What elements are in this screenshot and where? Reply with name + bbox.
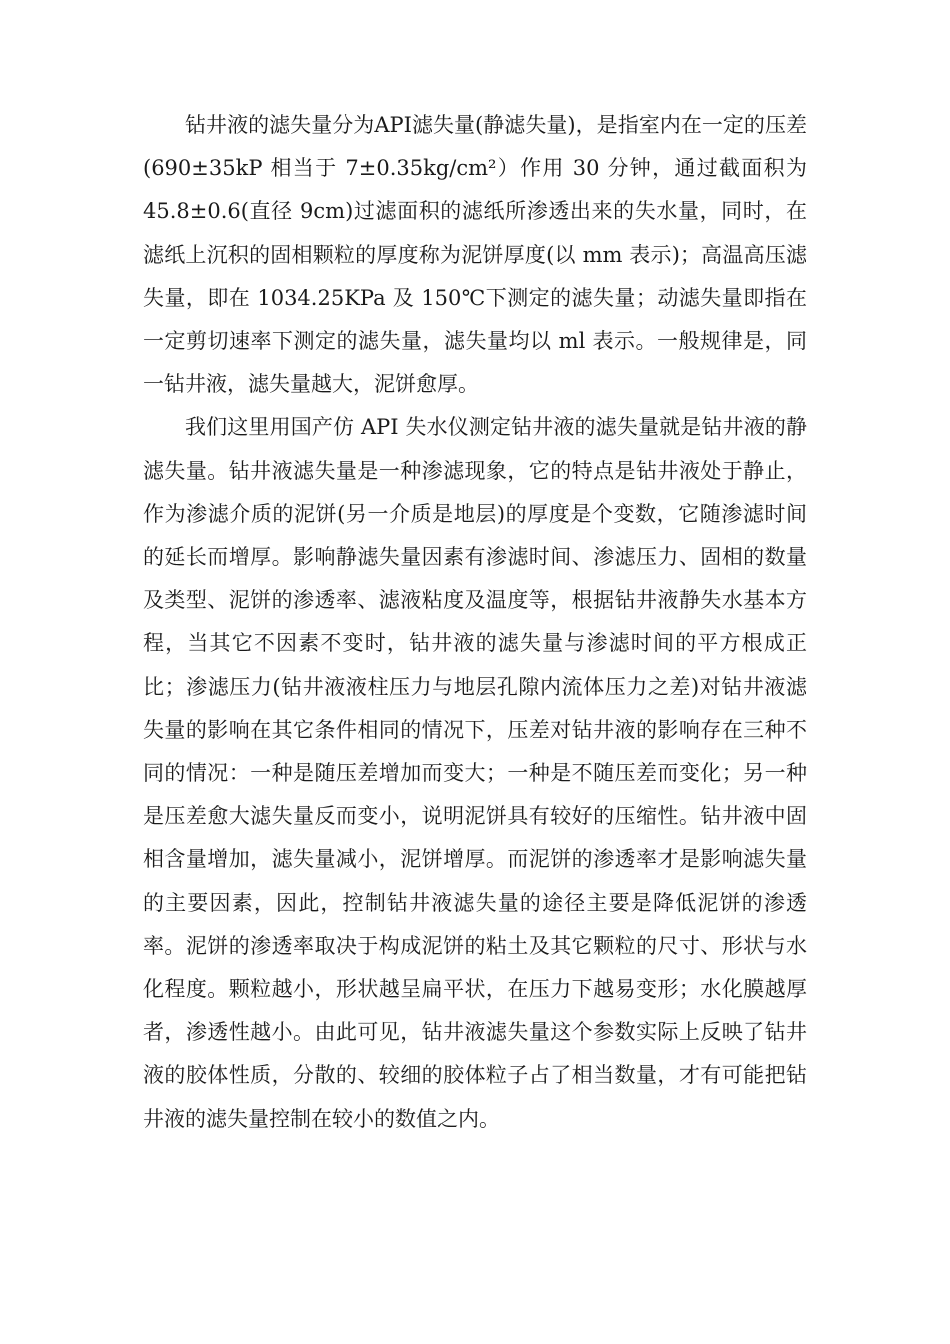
document-body: [143, 104, 807, 1141]
paragraph-static-filtration: 我们这里用国产仿 API 失水仪测定钻井液的滤失量就是钻井液的静滤失量。钻井液滤失量是一种渗滤现象，它的特点是钻井液处于静止，作为渗滤介质的泥饼(另一介质是地层)的厚度是个变数，它随渗滤时间的延长而增厚。影响静滤失量因素有渗滤时间、渗滤压力、固相的数量及类型、泥饼的渗透率、滤液粘度及温度等，根据钻井液静失水基本方程，当其它不因素不变时，钻井液的滤失量与渗滤时间的平方根成正比；渗滤压力(钻井液液柱压力与地层孔隙内流体压力之差)对钻井液滤失量的影响在其它条件相同的情况下，压差对钻井液的影响存在三种不同的情况：一种是随压差增加而变大；一种是不随压差而变化；另一种是压差愈大滤失量反而变小，说明泥饼具有较好的压缩性。钻井液中固相含量增加，滤失量减小，泥饼增厚。而泥饼的渗透率才是影响滤失量的主要因素，因此，控制钻井液滤失量的途径主要是降低泥饼的渗透率。泥饼的渗透率取决于构成泥饼的粘土及其它颗粒的尺寸、形状与水化程度。颗粒越小，形状越呈扁平状，在压力下越易变形；水化膜越厚者，渗透性越小。由此可见，钻井液滤失量这个参数实际上反映了钻井液的胶体性质，分散的、较细的胶体粒子占了相当数量，才有可能把钻井液的滤失量控制在较小的数值之内。: [143, 415, 807, 1131]
paragraph-filtration-definition: 钻井液的滤失量分为API滤失量(静滤失量)，是指室内在一定的压差(690±35kP 相当于 7±0.35kg/cm²）作用 30 分钟，通过截面积为45.8±0.6(直径 9cm)过滤面积的滤纸所渗透出来的失水量，同时，在滤纸上沉积的固相颗粒的厚度称为泥饼厚度(以 mm 表示)；高温高压滤失量，即在 1034.25KPa 及 150℃下测定的滤失量；动滤失量即指在一定剪切速率下测定的滤失量，滤失量均以 ml 表示。一般规律是，同一钻井液，滤失量越大，泥饼愈厚。: [143, 113, 807, 397]
